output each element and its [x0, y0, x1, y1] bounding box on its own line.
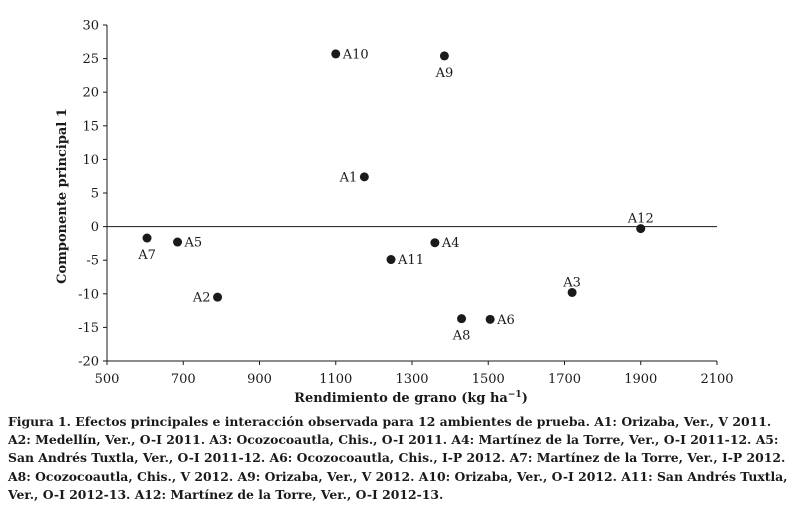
x-tick-label: 1900 [624, 372, 658, 387]
data-point-a11 [387, 255, 396, 264]
data-point-a7 [143, 234, 152, 243]
y-tick-label: 10 [82, 152, 99, 168]
axes [78, 19, 733, 388]
data-point-a4 [430, 238, 439, 247]
data-label-a1: A1 [339, 170, 358, 186]
data-label-a9: A9 [435, 65, 454, 81]
data-label-a8: A8 [452, 328, 471, 344]
x-tick-label: 1700 [547, 372, 582, 387]
y-tick-label: 20 [82, 85, 99, 101]
x-axis-title-sup: −1 [507, 390, 522, 400]
data-label-a5: A5 [184, 235, 203, 251]
x-tick-label: 900 [247, 372, 272, 387]
data-label-a4: A4 [441, 236, 460, 252]
data-point-a1 [360, 172, 369, 181]
x-tick-label: 700 [170, 372, 196, 387]
x-axis-title-main: Rendimiento de grano (kg ha [294, 391, 508, 406]
y-tick-label: -10 [78, 287, 99, 303]
x-tick-label: 1300 [395, 372, 429, 387]
y-tick-label: 30 [82, 18, 99, 34]
x-tick-label: 1100 [319, 372, 353, 387]
data-point-a10 [331, 49, 340, 58]
x-axis-title [294, 390, 528, 406]
data-label-a6: A6 [497, 312, 515, 328]
y-tick-label: 25 [82, 52, 99, 68]
data-point-a6 [486, 315, 495, 324]
y-tick-label: -20 [78, 354, 99, 370]
data-points [137, 47, 654, 343]
data-label-a3: A3 [563, 275, 581, 291]
data-label-a10: A10 [342, 47, 369, 63]
x-tick-label: 500 [94, 372, 120, 387]
y-tick-label: 0 [90, 220, 99, 236]
data-label-a7: A7 [138, 248, 156, 264]
data-point-a9 [440, 51, 449, 60]
y-tick-label: -15 [78, 320, 99, 336]
data-point-a2 [213, 293, 222, 302]
figure-caption: Figura 1. Efectos principales e interacción observada para 12 ambientes de prueba. A1: Orizaba, Ver., V 2011. A2: Medellín, Ver., O-I 2011. A3: Ocozocoautla, Chis., O-I 2011. A4: Martínez de la Torre, Ver., O-I 2011-12. A5: San Andrés Tuxtla, Ver., O-I 2011-12. A6: Ocozocoautla, Chis., I-P 2012. A7: Martínez de la Torre, Ver., I-P 2012. A8: Ocozocoautla, Chis., V 2012. A9: Orizaba, Ver., V 2012. A10: Orizaba, Ver., O-I 2012. A11: San Andrés Tuxtla, Ver., O-I 2012-13. A12: Martínez de la Torre, Ver., O-I 2012-13. [8, 414, 788, 502]
x-tick-label: 2100 [700, 372, 734, 387]
data-label-a11: A11 [398, 253, 424, 269]
y-axis-title: Componente principal 1 [55, 108, 70, 284]
data-point-a5 [173, 238, 182, 247]
y-tick-label: 15 [82, 119, 99, 135]
data-point-a8 [457, 314, 466, 323]
data-label-a2: A2 [192, 290, 211, 306]
y-tick-label: 5 [90, 186, 99, 202]
data-label-a12: A12 [627, 211, 654, 227]
x-axis-title-close: ) [521, 391, 528, 406]
y-tick-label: -5 [86, 253, 99, 269]
x-tick-label: 1500 [471, 372, 505, 387]
